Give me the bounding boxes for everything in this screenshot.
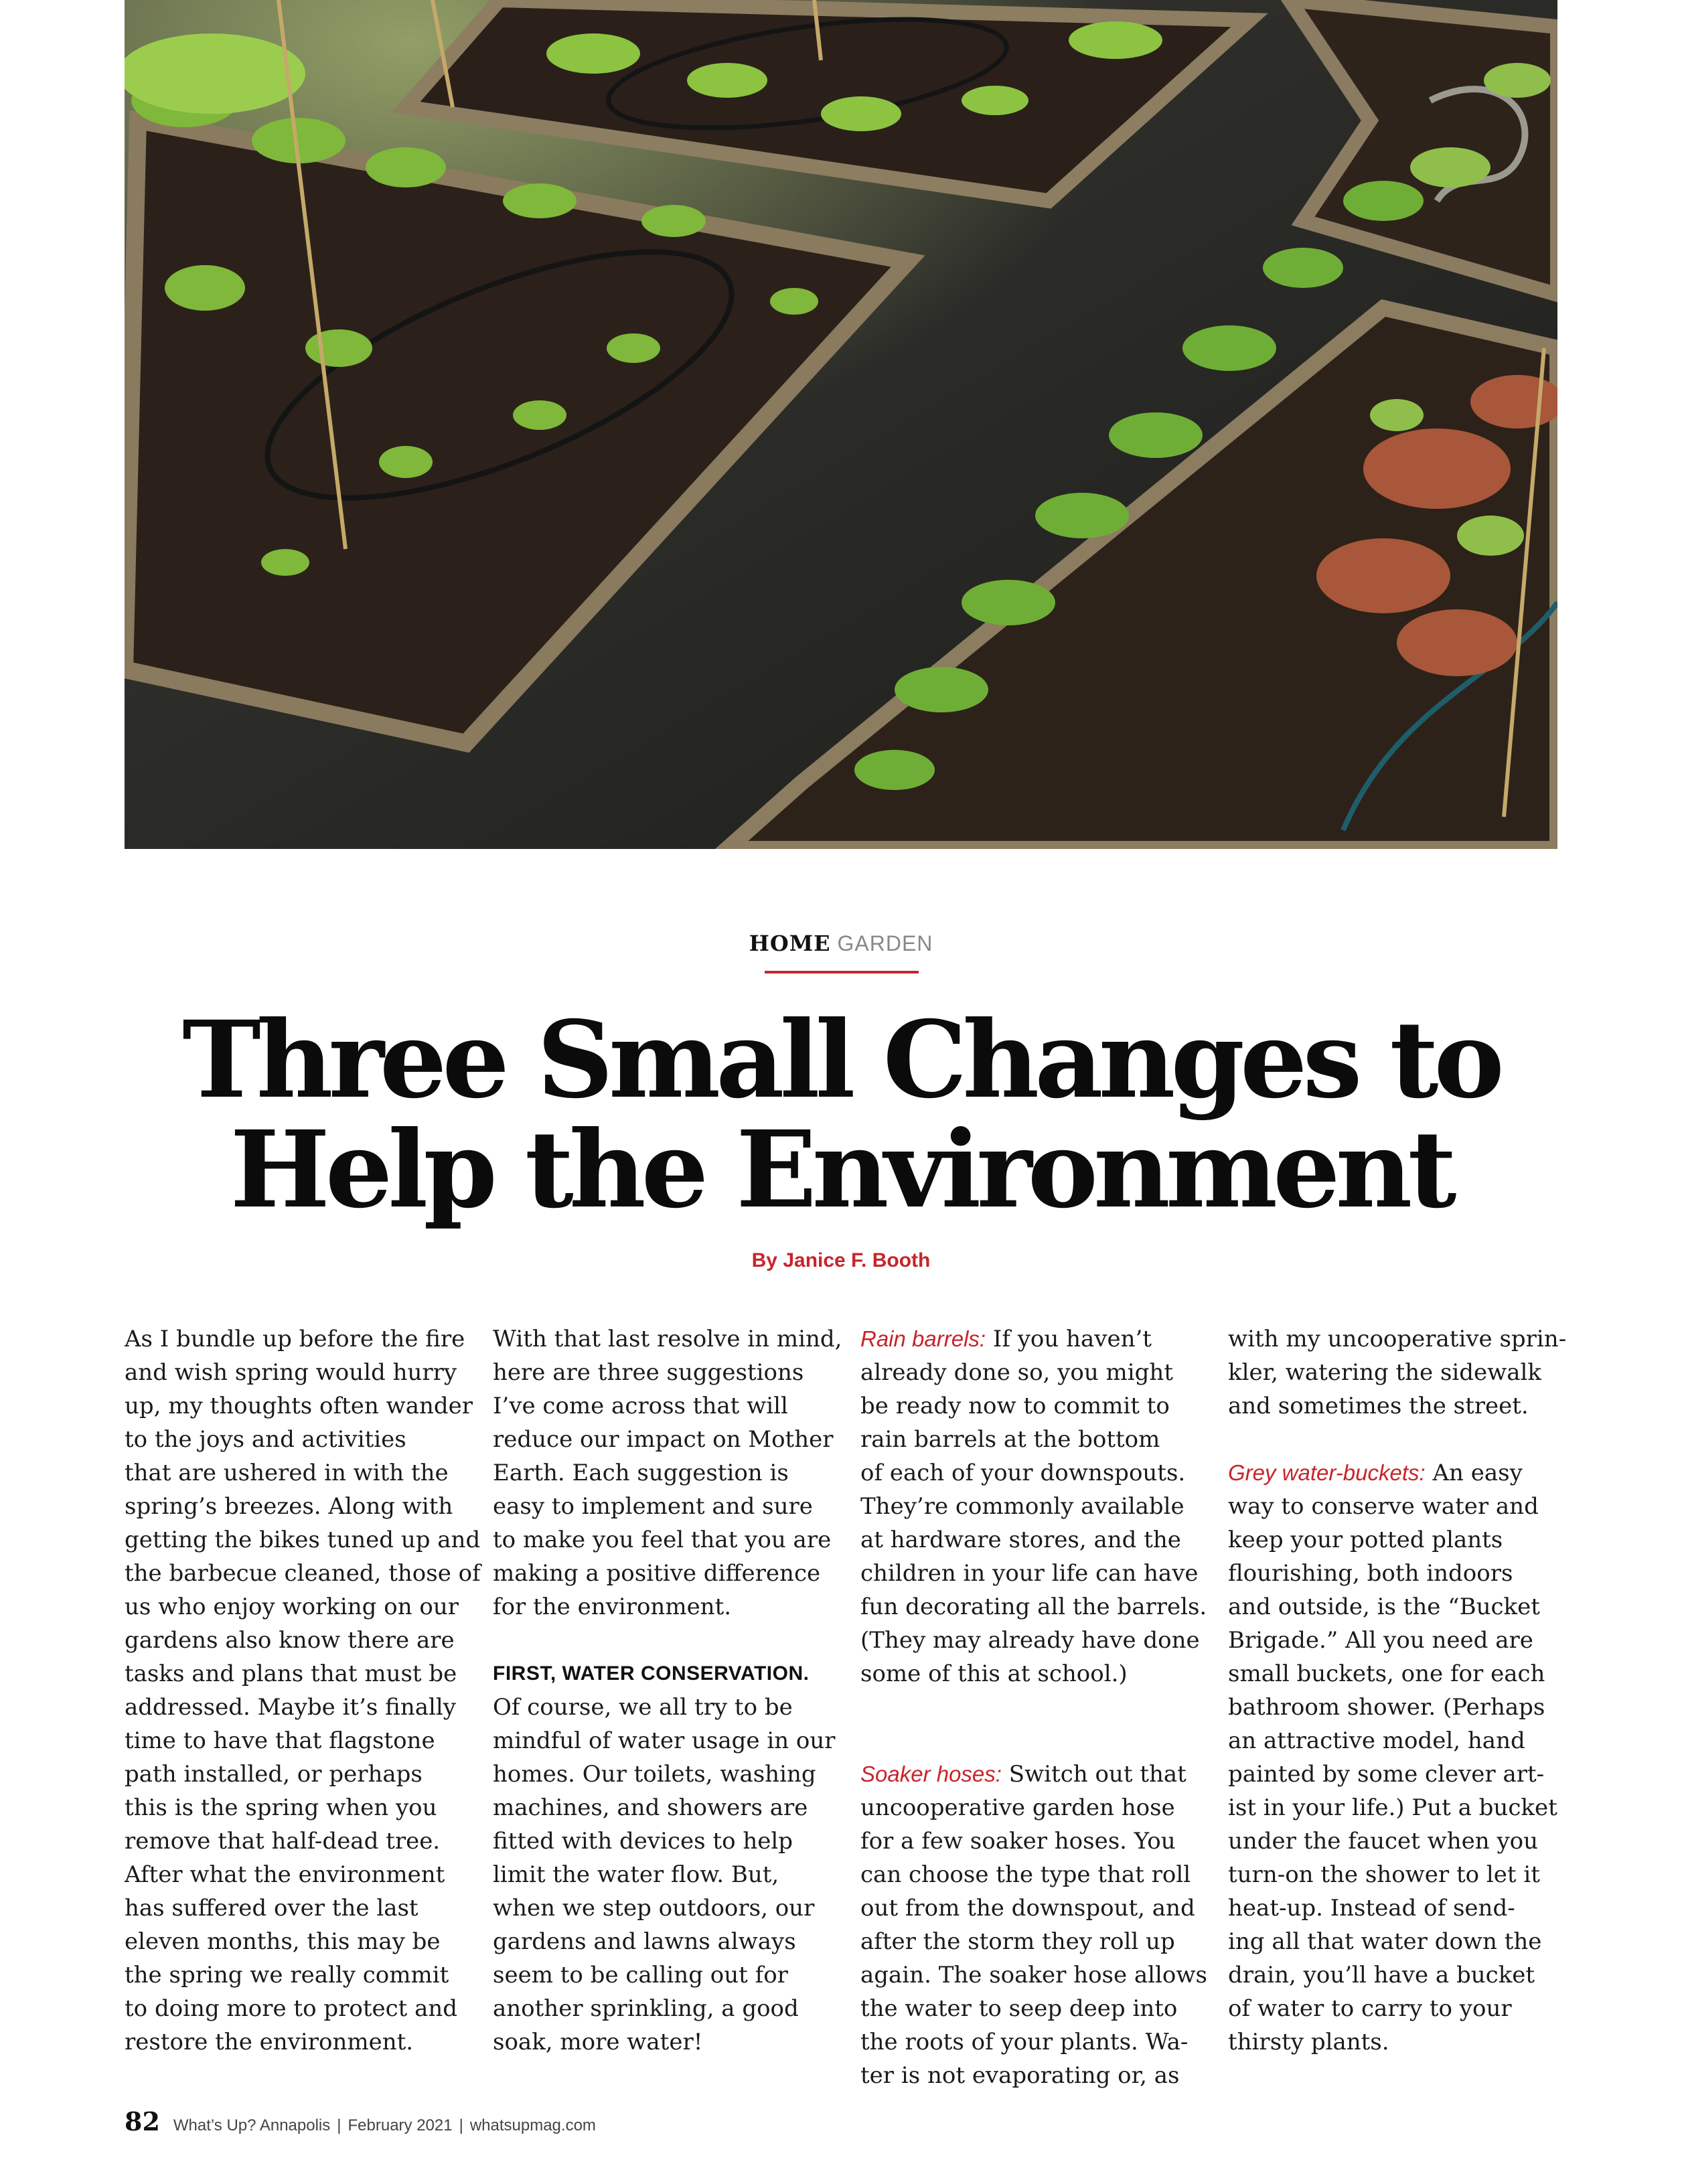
- body-line: when we step outdoors, our: [493, 1895, 815, 1922]
- body-line: that are ushered in with the: [125, 1460, 449, 1486]
- hero-photo-garden-beds: [125, 0, 1557, 849]
- section-rule: [765, 971, 919, 973]
- body-line: making a positive difference: [493, 1560, 821, 1587]
- body-line: limit the water flow. But,: [493, 1861, 779, 1888]
- body-line: to the joys and activities: [125, 1426, 406, 1453]
- body-line: way to conserve water and: [1228, 1493, 1539, 1520]
- body-line: the water to seep deep into: [860, 1995, 1178, 2022]
- body-line: out from the downspout, and: [860, 1895, 1195, 1922]
- body-line: to make you feel that you are: [493, 1527, 832, 1553]
- body-line: remove that half-dead tree.: [125, 1828, 441, 1855]
- body-line: us who enjoy working on our: [125, 1593, 459, 1620]
- body-line: of each of your downspouts.: [860, 1460, 1186, 1486]
- soaker-hoses-label: Soaker hoses:: [860, 1762, 1002, 1786]
- section-primary: HOME: [749, 931, 831, 956]
- issue-date: February 2021: [348, 2116, 453, 2134]
- rain-barrels-lead: Rain barrels: If you haven’t: [860, 1326, 1152, 1352]
- body-column-1: [125, 1322, 481, 2059]
- body-line: and sometimes the street.: [1228, 1393, 1529, 1419]
- section-label: [0, 931, 1682, 956]
- body-line: heat-up. Instead of send-: [1228, 1895, 1515, 1922]
- body-line: flourishing, both indoors: [1228, 1560, 1513, 1587]
- body-line: of water to carry to your: [1228, 1995, 1512, 2022]
- body-column-4: [1228, 1322, 1576, 2059]
- body-line: to doing more to protect and: [125, 1995, 458, 2022]
- body-line: addressed. Maybe it’s finally: [125, 1694, 456, 1721]
- body-line: reduce our impact on Mother: [493, 1426, 834, 1453]
- body-column-3: [860, 1322, 1209, 2092]
- body-line: keep your potted plants: [1228, 1527, 1503, 1553]
- byline: By Janice F. Booth: [751, 1249, 931, 1271]
- body-line: thirsty plants.: [1228, 2029, 1389, 2055]
- body-line: for the environment.: [493, 1593, 732, 1620]
- body-line: and wish spring would hurry: [125, 1359, 457, 1386]
- body-line: getting the bikes tuned up and: [125, 1527, 481, 1553]
- rain-barrels-label: Rain barrels:: [860, 1326, 986, 1351]
- body-line: path installed, or perhaps: [125, 1761, 423, 1788]
- body-line: ist in your life.) Put a bucket: [1228, 1794, 1557, 1821]
- body-line: They’re commonly available: [860, 1493, 1184, 1520]
- magazine-name: What’s Up? Annapolis: [173, 2116, 331, 2134]
- body-line: ter is not evaporating or, as: [860, 2062, 1180, 2089]
- grey-water-lead: Grey water-buckets: An easy: [1228, 1460, 1523, 1486]
- body-line: uncooperative garden hose: [860, 1794, 1175, 1821]
- body-line: fitted with devices to help: [493, 1828, 793, 1855]
- section-secondary: GARDEN: [837, 931, 933, 955]
- body-line: an attractive model, hand: [1228, 1727, 1525, 1754]
- body-line: (They may already have done: [860, 1627, 1200, 1654]
- body-line: with my uncooperative sprin-: [1228, 1326, 1567, 1352]
- body-line: tasks and plans that must be: [125, 1660, 457, 1687]
- body-line: Brigade.” All you need are: [1228, 1627, 1533, 1654]
- body-line: After what the environment: [125, 1861, 445, 1888]
- body-line: already done so, you might: [860, 1359, 1173, 1386]
- body-line: can choose the type that roll: [860, 1861, 1191, 1888]
- body-line: easy to implement and sure: [493, 1493, 813, 1520]
- headline-line-2: Help the Environment: [230, 1108, 1452, 1232]
- body-line: ing all that water down the: [1228, 1928, 1542, 1955]
- subhead-water-conservation: FIRST, WATER CONSERVATION.: [493, 1662, 810, 1685]
- body-line: children in your life can have: [860, 1560, 1199, 1587]
- body-line: some of this at school.): [860, 1660, 1128, 1687]
- body-line: eleven months, this may be: [125, 1928, 441, 1955]
- body-line: fun decorating all the barrels.: [860, 1593, 1207, 1620]
- body-line: time to have that flagstone: [125, 1727, 435, 1754]
- body-line: at hardware stores, and the: [860, 1527, 1181, 1553]
- body-line: for a few soaker hoses. You: [860, 1828, 1176, 1855]
- body-line: bathroom shower. (Perhaps: [1228, 1694, 1545, 1721]
- body-line: mindful of water usage in our: [493, 1727, 836, 1754]
- body-line: kler, watering the sidewalk: [1228, 1359, 1542, 1386]
- body-line: spring’s breezes. Along with: [125, 1493, 453, 1520]
- body-line: gardens and lawns always: [493, 1928, 796, 1955]
- body-line: soak, more water!: [493, 2029, 703, 2055]
- body-line: be ready now to commit to: [860, 1393, 1170, 1419]
- body-line: has suffered over the last: [125, 1895, 418, 1922]
- body-line: and outside, is the “Bucket: [1228, 1593, 1540, 1620]
- body-line: the barbecue cleaned, those of: [125, 1560, 481, 1587]
- body-line: With that last resolve in mind,: [493, 1326, 842, 1352]
- grey-water-label: Grey water-buckets:: [1228, 1460, 1426, 1485]
- body-line: machines, and showers are: [493, 1794, 808, 1821]
- body-line: restore the environment.: [125, 2029, 414, 2055]
- body-line: homes. Our toilets, washing: [493, 1761, 816, 1788]
- body-line: small buckets, one for each: [1228, 1660, 1545, 1687]
- body-line: up, my thoughts often wander: [125, 1393, 473, 1419]
- body-line: I’ve come across that will: [493, 1393, 788, 1419]
- body-line: under the faucet when you: [1228, 1828, 1539, 1855]
- body-line: drain, you’ll have a bucket: [1228, 1962, 1535, 1988]
- body-line: turn-on the shower to let it: [1228, 1861, 1540, 1888]
- body-line: the spring we really commit: [125, 1962, 449, 1988]
- body-line: Earth. Each suggestion is: [493, 1460, 789, 1486]
- article-headline: [0, 998, 1682, 1232]
- headline-line-1: Three Small Changes to: [182, 998, 1500, 1122]
- body-line: another sprinkling, a good: [493, 1995, 799, 2022]
- page-footer: 82 What’s Up? Annapolis | February 2021 | whatsupmag.com: [125, 2106, 596, 2136]
- body-line: rain barrels at the bottom: [860, 1426, 1160, 1453]
- body-line: painted by some clever art-: [1228, 1761, 1545, 1788]
- body-line: here are three suggestions: [493, 1359, 804, 1386]
- body-column-2: [493, 1322, 841, 2059]
- body-line: after the storm they roll up: [860, 1928, 1175, 1955]
- website-url: whatsupmag.com: [469, 2116, 596, 2134]
- body-line: As I bundle up before the fire: [125, 1326, 465, 1352]
- page-number: 82: [125, 2106, 160, 2136]
- body-line: gardens also know there are: [125, 1627, 455, 1654]
- soaker-hoses-lead: Soaker hoses: Switch out that: [860, 1761, 1187, 1788]
- body-line: this is the spring when you: [125, 1794, 437, 1821]
- body-line: seem to be calling out for: [493, 1962, 788, 1988]
- body-line: the roots of your plants. Wa-: [860, 2029, 1189, 2055]
- body-line: again. The soaker hose allows: [860, 1962, 1207, 1988]
- body-line: Of course, we all try to be: [493, 1694, 793, 1721]
